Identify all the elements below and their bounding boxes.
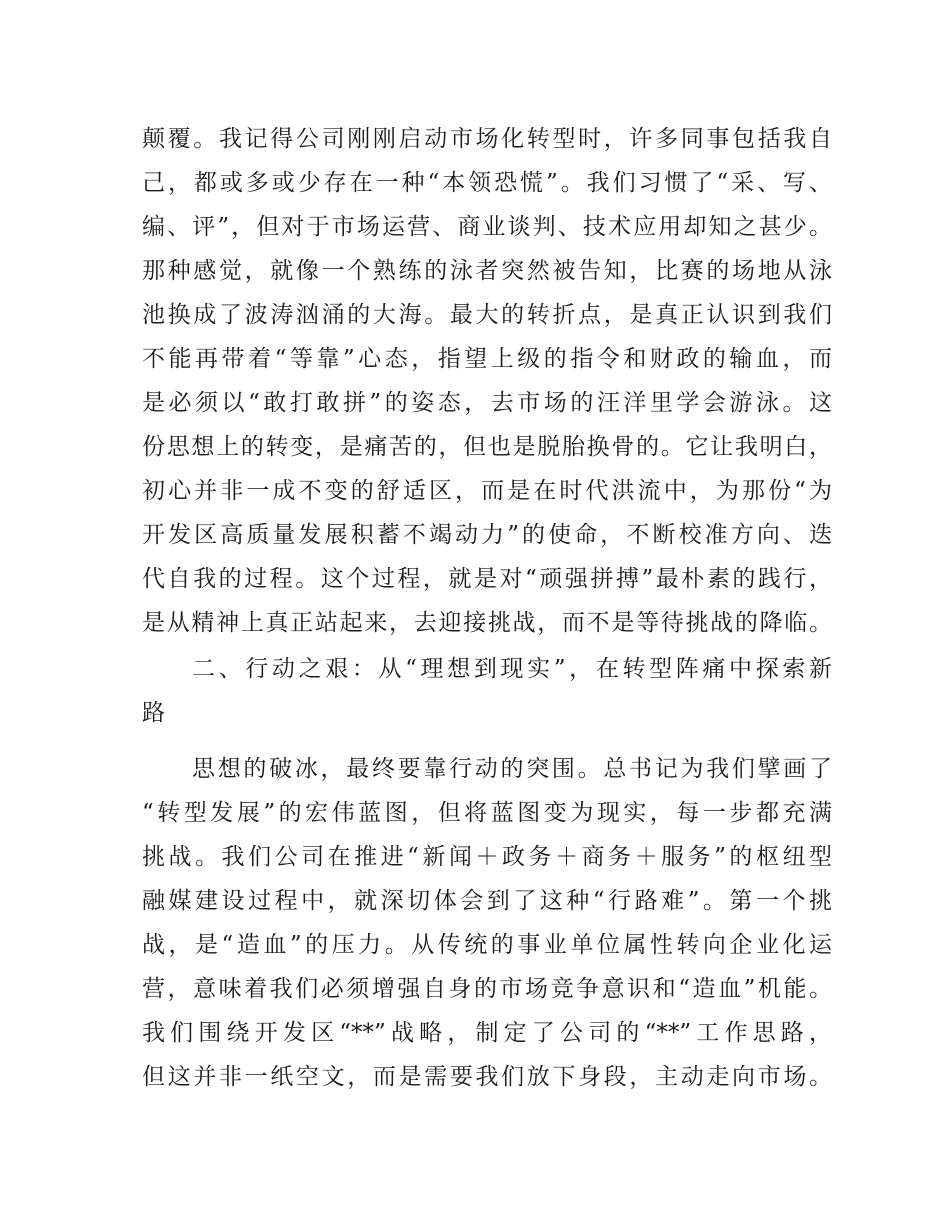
paragraph-line: 己，都或多或少存在一种“本领恐慌”。我们习惯了“采、写、 (142, 170, 832, 196)
paragraph-line: 但这并非一纸空文，而是需要我们放下身段，主动走向市场。 (142, 1064, 832, 1090)
paragraph-line: 营，意味着我们必须增强自身的市场竞争意识和“造血”机能。 (142, 976, 832, 1002)
paragraph-line: 初心并非一成不变的舒适区，而是在时代洪流中，为那份“为 (142, 478, 832, 504)
paragraph-line: 不能再带着“等靠”心态，指望上级的指令和财政的输血，而 (142, 346, 832, 372)
paragraph-line: 份思想上的转变，是痛苦的，但也是脱胎换骨的。它让我明白， (142, 434, 832, 460)
paragraph-line: 融媒建设过程中，就深切体会到了这种“行路难”。第一个挑 (142, 888, 832, 914)
paragraph-line: 颠覆。我记得公司刚刚启动市场化转型时，许多同事包括我自 (142, 126, 832, 152)
section-heading: 二、行动之艰：从“理想到现实”，在转型阵痛中探索新 (192, 656, 832, 682)
paragraph-line: 池换成了波涛汹涌的大海。最大的转折点，是真正认识到我们 (142, 302, 832, 328)
paragraph-line: 我们围绕开发区“**”战略，制定了公司的“**”工作思路， (142, 1020, 832, 1046)
paragraph-line: 战，是“造血”的压力。从传统的事业单位属性转向企业化运 (142, 932, 832, 958)
section-heading-continued: 路 (142, 700, 165, 726)
paragraph-line: 是必须以“敢打敢拼”的姿态，去市场的汪洋里学会游泳。这 (142, 390, 832, 416)
paragraph-line: 挑战。我们公司在推进“新闻＋政务＋商务＋服务”的枢纽型 (142, 844, 832, 870)
paragraph-line: 开发区高质量发展积蓄不竭动力”的使命，不断校准方向、迭 (142, 522, 832, 548)
paragraph-line: 思想的破冰，最终要靠行动的突围。总书记为我们擘画了 (192, 756, 832, 782)
paragraph-line: 代自我的过程。这个过程，就是对“顽强拼搏”最朴素的践行， (142, 566, 832, 592)
paragraph-line: 那种感觉，就像一个熟练的泳者突然被告知，比赛的场地从泳 (142, 258, 832, 284)
paragraph-line: “转型发展”的宏伟蓝图，但将蓝图变为现实，每一步都充满 (142, 800, 832, 826)
paragraph-line: 是从精神上真正站起来，去迎接挑战，而不是等待挑战的降临。 (142, 610, 832, 636)
paragraph-line: 编、评”，但对于市场运营、商业谈判、技术应用却知之甚少。 (142, 214, 832, 240)
